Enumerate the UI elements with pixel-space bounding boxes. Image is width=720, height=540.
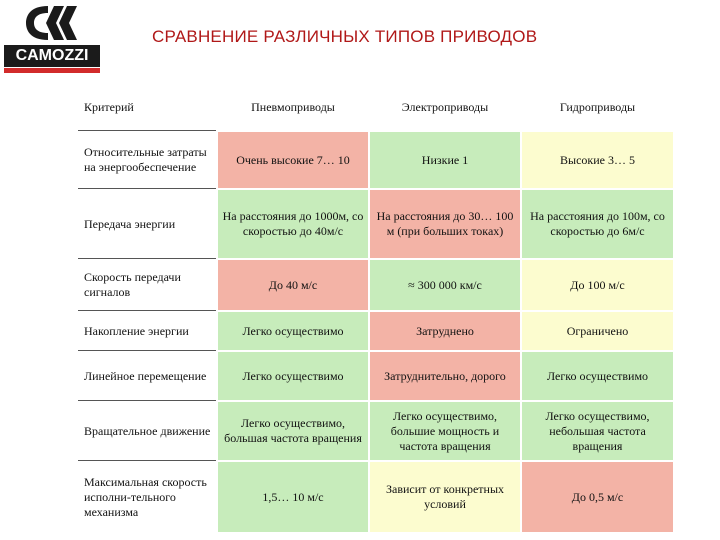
row-divider	[78, 188, 216, 189]
cell-pneumatic: Очень высокие 7… 10	[217, 131, 369, 189]
camozzi-emblem-icon	[4, 2, 100, 44]
cell-hydraulic: Легко осуществимо, небольшая частота вращения	[521, 401, 674, 461]
table-header-row	[79, 83, 674, 131]
page-title: СРАВНЕНИЕ РАЗЛИЧНЫХ ТИПОВ ПРИВОДОВ	[152, 27, 538, 46]
cell-electric: Легко осуществимо, большие мощность и частота вращения	[369, 401, 521, 461]
header-electric: Электроприводы	[369, 83, 521, 131]
cell-hydraulic: Высокие 3… 5	[521, 131, 674, 189]
cell-electric: Низкие 1	[369, 131, 521, 189]
cell-hydraulic: До 0,5 м/с	[521, 461, 674, 533]
cell-hydraulic: Ограничено	[521, 311, 674, 351]
row-criterion: Максимальная скорость исполни-тельного механизма	[79, 461, 217, 533]
table-row	[79, 311, 674, 351]
row-criterion: Передача энергии	[79, 189, 217, 259]
cell-electric: На расстояния до 30… 100 м (при больших токах)	[369, 189, 521, 259]
cell-pneumatic: На расстояния до 1000м, со скоростью до 40м/с	[217, 189, 369, 259]
table-row	[79, 259, 674, 311]
header-pneumatic: Пневмоприводы	[217, 83, 369, 131]
camozzi-logo	[4, 2, 100, 74]
cell-pneumatic: Легко осуществимо	[217, 351, 369, 401]
table-row	[79, 351, 674, 401]
row-criterion: Скорость передачи сигналов	[79, 259, 217, 311]
row-divider	[78, 460, 216, 461]
row-criterion: Относительные затраты на энергообеспечение	[79, 131, 217, 189]
logo-wordmark: CAMOZZI	[4, 45, 100, 67]
row-divider	[78, 350, 216, 351]
cell-pneumatic: Легко осуществимо, большая частота вращения	[217, 401, 369, 461]
logo-red-bar	[4, 68, 100, 73]
table-row	[79, 401, 674, 461]
cell-electric: Зависит от конкретных условий	[369, 461, 521, 533]
table-row	[79, 189, 674, 259]
table-row	[79, 461, 674, 533]
table-row	[79, 131, 674, 189]
row-divider	[78, 130, 216, 131]
cell-hydraulic: На расстояния до 100м, со скоростью до 6м/с	[521, 189, 674, 259]
cell-pneumatic: До 40 м/с	[217, 259, 369, 311]
comparison-table	[78, 82, 675, 534]
cell-electric: ≈ 300 000 км/с	[369, 259, 521, 311]
row-divider	[78, 258, 216, 259]
row-criterion: Линейное перемещение	[79, 351, 217, 401]
cell-hydraulic: Легко осуществимо	[521, 351, 674, 401]
cell-hydraulic: До 100 м/с	[521, 259, 674, 311]
cell-pneumatic: 1,5… 10 м/с	[217, 461, 369, 533]
row-divider	[78, 400, 216, 401]
cell-electric: Затруднительно, дорого	[369, 351, 521, 401]
row-criterion: Накопление энергии	[79, 311, 217, 351]
row-divider	[78, 310, 216, 311]
row-criterion: Вращательное движение	[79, 401, 217, 461]
header-hydraulic: Гидроприводы	[521, 83, 674, 131]
cell-pneumatic: Легко осуществимо	[217, 311, 369, 351]
header-criterion: Критерий	[79, 83, 217, 131]
cell-electric: Затруднено	[369, 311, 521, 351]
